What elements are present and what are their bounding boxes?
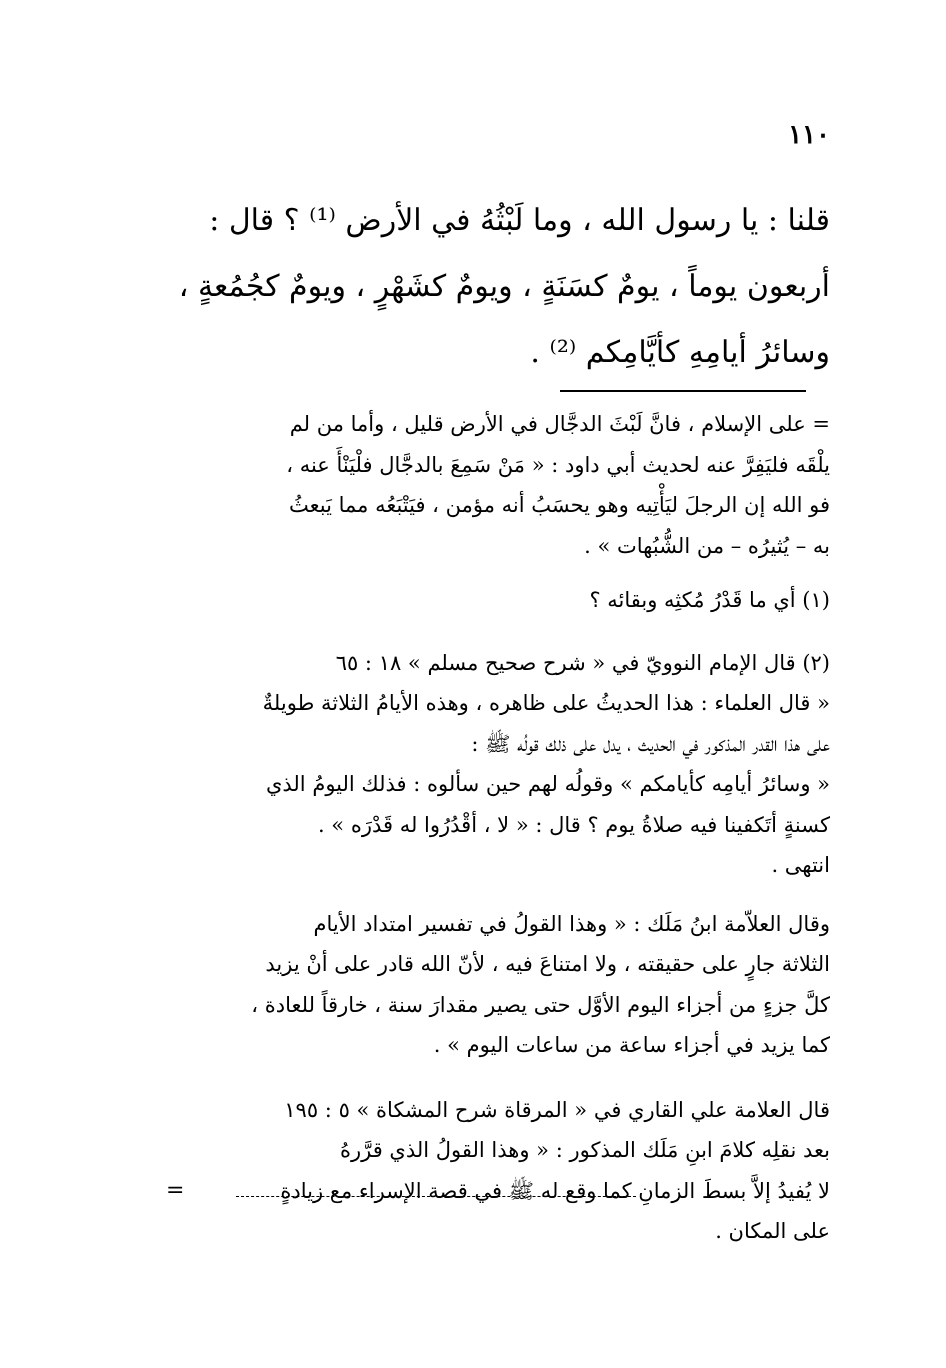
footnote-2	[160, 643, 830, 886]
footnote-1	[160, 580, 830, 621]
main-line: وسائرُ أيامِهِ كأيَّامِكم ⁽²⁾ .	[530, 335, 830, 370]
footnotes	[160, 404, 830, 1252]
footnote-line: = على الإسلام ، فانَّ لَبْثَ الدجَّال في الأرض قليل ، وأما من لم	[289, 412, 830, 436]
footnote-line: (١) أي ما قَدْرُ مُكثِه وبقائه ؟	[589, 588, 830, 612]
footnote-line: كما يزيد في أجزاء ساعة من ساعات اليوم » .	[433, 1033, 830, 1057]
footnote-line: وقال العلاّمة ابنُ مَلَك : « وهذا القولُ في تفسير امتداد الأيام	[313, 911, 830, 936]
footnote-line: فو الله إن الرجلَ ليَأْتِيه وهو يحسَبُ أنه مؤمن ، فيَتْبَعُه مما يَبعثُ	[289, 493, 830, 517]
page-number: ١١٠	[788, 120, 830, 150]
footnote-line: على المكان .	[715, 1219, 830, 1243]
main-line: قلنا : يا رسول الله ، وما لَبْثُهُ في الأرض ⁽¹⁾ ؟ قال :	[209, 203, 830, 238]
footnote-line: « وسائرُ أيامِه كأيامكم » وقولُه لهم حين سألوه : فذلك اليومُ الذي	[265, 772, 830, 796]
footnote-line: « قال العلماء : هذا الحديثُ على ظاهره ، وهذه الأيامُ الثلاثة طويلةٌ	[262, 691, 830, 715]
footnote-line: يلْقَه فليَفِرَّ عنه لحديث أبي داود : « مَنْ سَمِعَ بالدجَّال فلْيَنْأَ عنه ،	[286, 452, 830, 477]
footnote-separator	[560, 390, 806, 392]
footnote-line: به – يُثيرُه – من الشُّبُهات » .	[584, 533, 830, 558]
footnote-continued	[160, 404, 830, 566]
footnote-line: كلَّ جزءٍ من أجزاء اليوم الأوَّل حتى يصير مقدارَ سنة ، خارقاً للعادة ،	[251, 992, 830, 1017]
footnote-line: (٢) قال الإمام النوويّ في « شرح صحيح مسلم » ١٨ : ٦٥	[335, 650, 830, 675]
footnote-line: انتهى .	[771, 853, 830, 877]
footnote-line: كسنةٍ أتَكفينا فيه صلاةُ يوم ؟ قال : « لا ، أقْدُرُوا له قَدْرَه » .	[317, 812, 830, 837]
footnote-line: لا يُفيدُ إلاَّ بسطَ الزمانِ كما وقع له ﷺ في قصة الإسراء مع زيادةٍ	[280, 1178, 830, 1203]
footnote-line: قال العلامة علي القاري في « المرقاة شرح المشكاة » ٥ : ١٩٥	[284, 1097, 830, 1122]
footnote-ibn-malak	[160, 904, 830, 1066]
main-line: أربعون يوماً ، يومٌ كسَنَةٍ ، ويومٌ كشَهْرٍ ، ويومٌ كجُمُعةٍ ،	[178, 269, 830, 304]
footnote-line: على هذا القدر المذكور في الحديث ، يدل على ذلك قولُه ﷺ :	[471, 731, 830, 756]
continuation-mark: =	[166, 1178, 185, 1203]
footnote-al-qari	[160, 1090, 830, 1252]
footnote-line: بعد نقلِه كلامَ ابنِ مَلَك المذكور : « وهذا القولُ الذي قرَّرهُ	[339, 1138, 830, 1162]
continuation-rule	[236, 1196, 636, 1197]
footnote-line: الثلاثة جارٍ على حقيقته ، ولا امتناعَ فيه ، لأنّ الله قادر على أنْ يزيد	[265, 952, 830, 976]
main-text	[160, 188, 830, 386]
